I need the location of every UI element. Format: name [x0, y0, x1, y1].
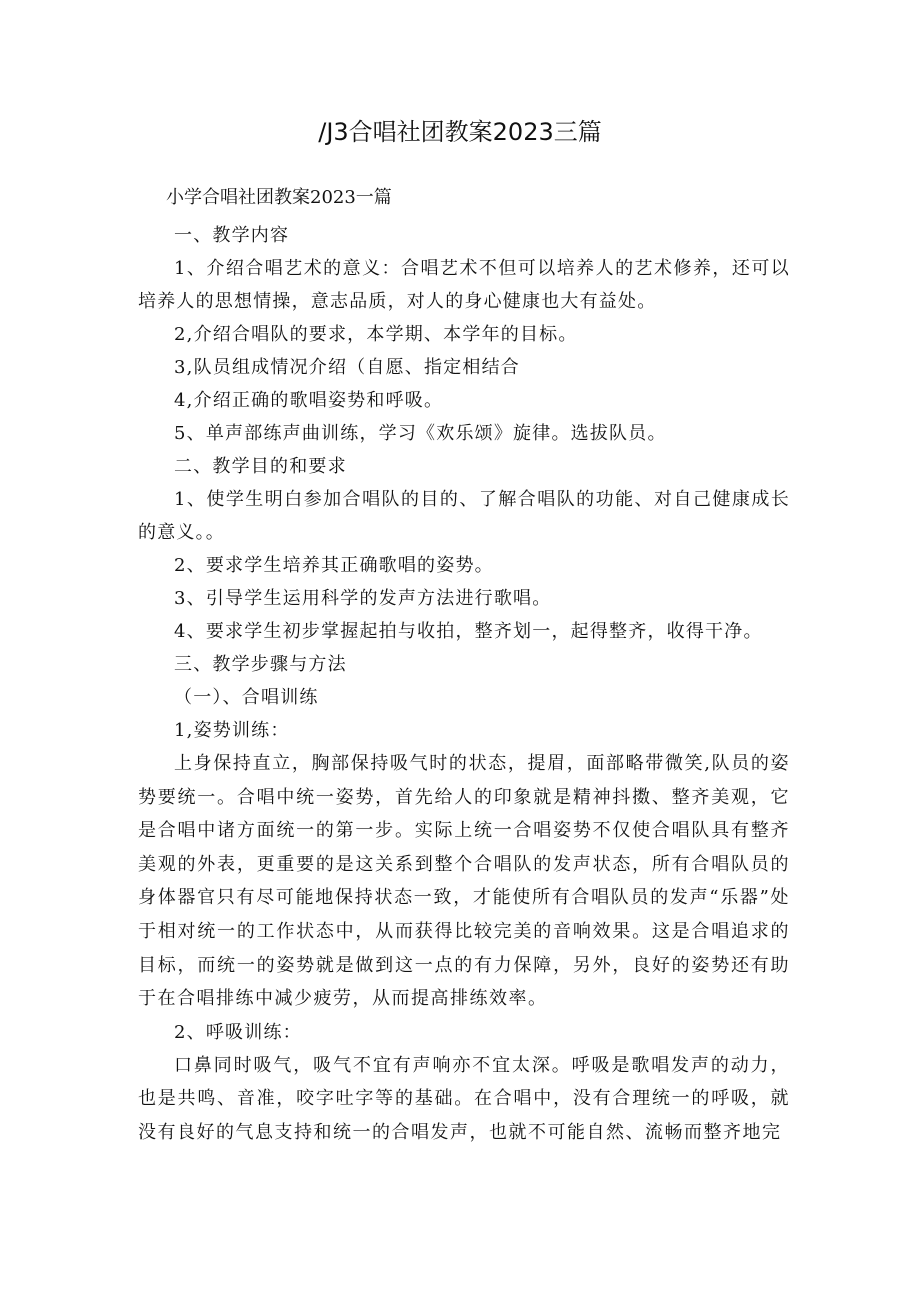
heading-goals: 二、教学目的和要求: [174, 456, 347, 477]
paragraph: 1、介绍合唱艺术的意义：合唱艺术不但可以培养人的艺术修养，还可以培养人的思想情操，意志品质，对人的身心健康也大有益处。: [138, 258, 790, 312]
heading-steps: 三、教学步骤与方法: [174, 654, 347, 675]
paragraph: 5、单声部练声曲训练，学习《欢乐颂》旋律。选拔队员。: [174, 423, 667, 444]
document-body: [138, 219, 790, 1150]
paragraph: 3、引导学生运用科学的发声方法进行歌唱。: [174, 588, 552, 609]
subheading-posture: 1,姿势训练：: [174, 720, 290, 741]
subheading-breathing: 2、呼吸训练：: [174, 1021, 302, 1043]
subheading-chorus-training: （一）、合唱训练: [174, 687, 319, 708]
paragraph: 4、要求学生初步掌握起拍与收拍，整齐划一，起得整齐，收得干净。: [174, 621, 763, 642]
paragraph: 2、要求学生培养其正确歌唱的姿势。: [174, 555, 494, 576]
paragraph-breathing: 口鼻同时吸气，吸气不宜有声响亦不宜太深。呼吸是歌唱发声的动力，也是共鸣、音准，咬字吐字等的基础。在合唱中，没有合理统一的呼吸，就没有良好的气息支持和统一的合唱发声，也就不可能自然、流畅而整齐地完: [138, 1054, 790, 1143]
document-title: /J3合唱社团教案2023三篇: [318, 118, 602, 146]
section-title: 小学合唱社团教案2023一篇: [166, 187, 392, 208]
heading-teaching-content: 一、教学内容: [174, 225, 290, 246]
paragraph: 4,介绍正确的歌唱姿势和呼吸。: [174, 390, 444, 411]
paragraph: 2,介绍合唱队的要求，本学期、本学年的目标。: [174, 324, 578, 345]
paragraph: 1、使学生明白参加合唱队的目的、了解合唱队的功能、对自己健康成长的意义。。: [138, 489, 790, 543]
paragraph: 3,队员组成情况介绍（自愿、指定相结合: [174, 357, 520, 378]
paragraph-posture: 上身保持直立，胸部保持吸气时的状态，提眉，面部略带微笑,队员的姿势要统一。合唱中统一姿势，首先给人的印象就是精神抖擞、整齐美观，它是合唱中诸方面统一的第一步。实际上统一合唱姿势不仅使合唱队具有整齐美观的外表，更重要的是这关系到整个合唱队的发声状态，所有合唱队员的身体器官只有尽可能地保持状态一致，才能使所有合唱队员的发声“乐器”处于相对统一的工作状态中，从而获得比较完美的音响效果。这是合唱追求的目标，而统一的姿势就是做到这一点的有力保障，另外，良好的姿势还有助于在合唱排练中减少疲劳，从而提高排练效率。: [138, 753, 790, 1010]
